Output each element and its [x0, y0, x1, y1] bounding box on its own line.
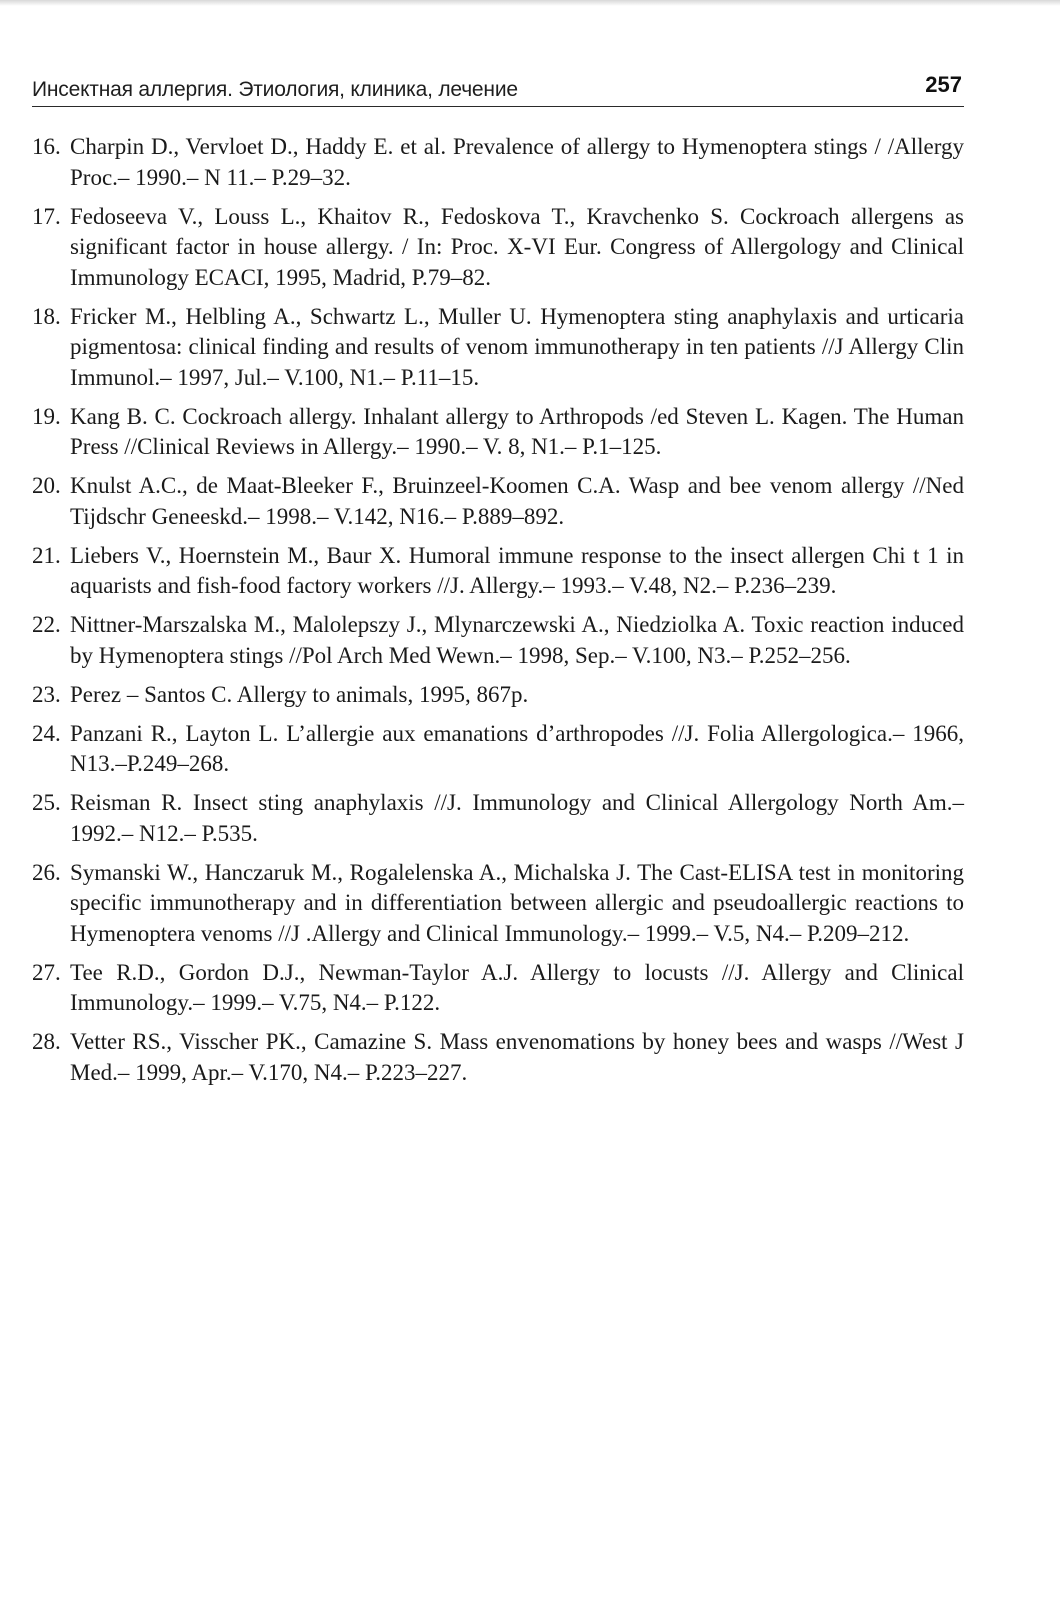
reference-item-20 [32, 471, 964, 532]
reference-number: 28. [32, 1029, 61, 1054]
reference-item-28 [32, 1027, 964, 1088]
reference-number: 18. [32, 303, 61, 329]
reference-text: Panzani R., Layton L. L’allergie aux emanations d’arthropodes //J. Folia Allergologica.– 1966, N13.–P.249–268. [70, 720, 964, 776]
reference-text: Vetter RS., Visscher PK., Camazine S. Mass envenomations by honey bees and wasps //West J Med.– 1999, Apr.– V.170, N4.– P.223–227. [70, 1029, 964, 1085]
reference-text: Tee R.D., Gordon D.J., Newman-Taylor A.J. Allergy to locusts //J. Allergy and Clinical Immunology.– 1999.– V.75, N4.– P.122. [70, 959, 964, 1015]
reference-number: 17. [32, 203, 61, 229]
reference-item-17 [32, 202, 964, 294]
reference-text: Perez – Santos C. Allergy to animals, 1995, 867p. [70, 681, 529, 707]
reference-text: Knulst A.C., de Maat-Bleeker F., Bruinzeel-Koomen C.A. Wasp and bee venom allergy //Ned Tijdschr Geneeskd.– 1998.– V.142, N16.– P.889–892. [70, 473, 964, 529]
reference-number: 20. [32, 473, 61, 498]
reference-number: 16. [32, 134, 61, 159]
reference-item-16 [32, 132, 964, 193]
reference-text: Reisman R. Insect sting anaphylaxis //J. Immunology and Clinical Allergology North Am.– 1992.– N12.– P.535. [70, 790, 964, 846]
header-title: Инсектная аллергия. Этиология, клиника, лечение [32, 78, 518, 101]
reference-item-18 [32, 302, 964, 394]
reference-item-23 [32, 680, 964, 711]
reference-number: 27. [32, 959, 61, 985]
reference-text: Charpin D., Vervloet D., Haddy E. et al. Prevalence of allergy to Hymenoptera stings / /Allergy Proc.– 1990.– N 11.– P.29–32. [70, 134, 964, 190]
reference-item-26 [32, 858, 964, 950]
reference-number: 22. [32, 612, 61, 637]
reference-text: Nittner-Marszalska M., Malolepszy J., Mlynarczewski A., Niedziolka A. Toxic reaction induced by Hymenoptera stings //Pol Arch Med Wewn.– 1998, Sep.– V.100, N3.– P.252–256. [70, 612, 964, 668]
reference-text: Fricker M., Helbling A., Schwartz L., Muller U. Hymenoptera sting anaphylaxis and urticaria pigmentosa: clinical finding and results of venom immunotherapy in ten patients //J Allergy Clin Immunol.– 1997, Jul.– V.100, N1.– P.11–15. [70, 303, 964, 390]
reference-item-22 [32, 610, 964, 671]
reference-text: Fedoseeva V., Louss L., Khaitov R., Fedoskova T., Kravchenko S. Cockroach allergens as significant factor in house allergy. / In: Proc. X-VI Eur. Congress of Allergology and Clinical Immunology ECACI, 1995, Madrid, P.79–82. [70, 203, 964, 290]
reference-number: 26. [32, 859, 61, 885]
reference-item-27 [32, 958, 964, 1019]
reference-list [32, 132, 964, 1097]
reference-item-19 [32, 402, 964, 463]
page-top-edge [0, 0, 1060, 6]
reference-number: 24. [32, 720, 61, 746]
reference-text: Kang B. C. Cockroach allergy. Inhalant allergy to Arthropods /ed Steven L. Kagen. The Human Press //Clinical Reviews in Allergy.– 1990.– V. 8, N1.– P.1–125. [70, 403, 964, 459]
reference-item-25 [32, 788, 964, 849]
reference-number: 23. [32, 681, 61, 707]
reference-text: Liebers V., Hoernstein M., Baur X. Humoral immune response to the insect allergen Chi t 1 in aquarists and fish-food factory workers //J. Allergy.– 1993.– V.48, N2.– P.236–239. [70, 542, 964, 598]
reference-item-24 [32, 719, 964, 780]
reference-number: 21. [32, 542, 61, 568]
reference-number: 25. [32, 790, 61, 815]
reference-number: 19. [32, 403, 61, 429]
reference-text: Symanski W., Hanczaruk M., Rogalelenska A., Michalska J. The Cast-ELISA test in monitoring specific immunotherapy and in differentiation between allergic and pseudoallergic reactions to Hymenoptera venoms //J .Allergy and Clinical Immunology.– 1999.– V.5, N4.– P.209–212. [70, 859, 964, 946]
running-header [32, 70, 964, 107]
page-number: 257 [925, 72, 962, 97]
reference-item-21 [32, 541, 964, 602]
